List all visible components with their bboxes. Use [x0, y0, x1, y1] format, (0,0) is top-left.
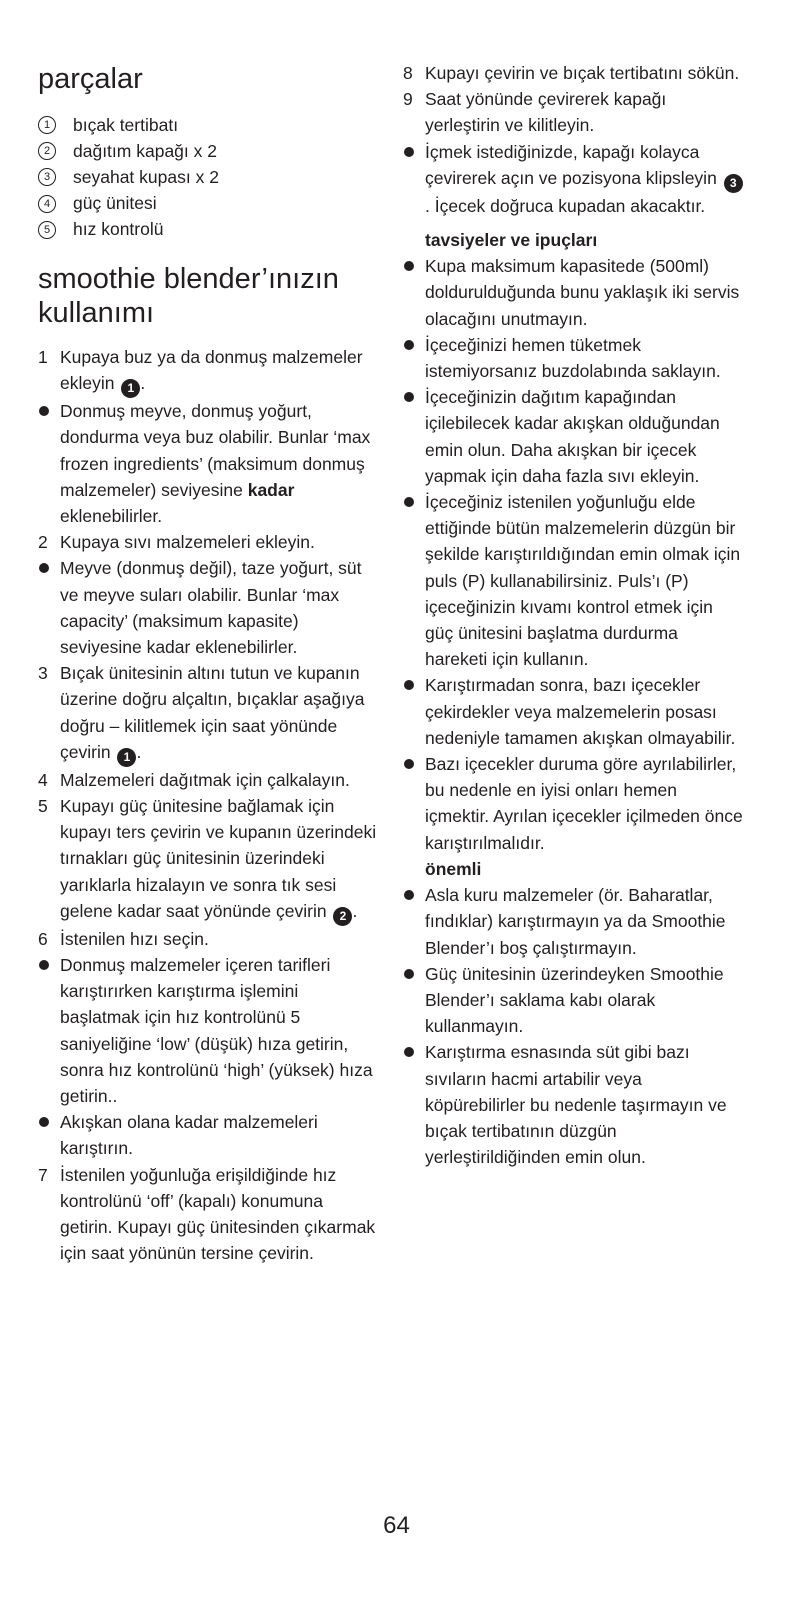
step-item — [38, 660, 378, 767]
important-item — [403, 1039, 743, 1170]
tip-item — [403, 751, 743, 856]
parts-item — [38, 138, 219, 164]
important-item — [403, 961, 743, 1040]
tip-text: İçeceğinizin dağıtım kapağından içilebilecek kadar akışkan olduğundan emin olun. Daha akışkan bir içecek yapmak için daha fazla sıvı ekleyin. — [425, 387, 720, 486]
tip-text: Bazı içecekler duruma göre ayrılabilirler, bu nedenle en iyisi onları hemen içmektir. Ayrılan içecekler içilmeden önce karıştırılmalıdır. — [425, 754, 743, 853]
step-item — [38, 767, 378, 793]
step-item — [38, 344, 378, 398]
tip-item — [403, 253, 743, 332]
bullet-dot-icon — [404, 340, 414, 350]
step-text: İstenilen hızı seçin. — [60, 928, 209, 949]
page-number: 64 — [383, 1512, 410, 1539]
tip-item — [403, 672, 743, 751]
bullet-dot-icon — [404, 147, 414, 157]
figure-ref-badge: 2 — [333, 907, 352, 926]
important-item — [403, 882, 743, 961]
tip-text: Kupa maksimum kapasitede (500ml) doldurulduğunda bunu yaklaşık iki servis olacağını unutmayın. — [425, 256, 740, 329]
tip-item — [403, 332, 743, 384]
step-text-end: . — [352, 900, 358, 921]
part-label: hız kontrolü — [73, 219, 164, 240]
bullet-text: İçmek istediğinizde, kapağı kolayca çevirerek açın ve pozisyona klipsleyin — [425, 141, 717, 188]
important-text: Karıştırma esnasında süt gibi bazı sıvıların hacmi artabilir veya köpürebilirler bu nedenle taşırmayın ve bıçak tertibatının düzgün yerleştirildiğinden emin olun. — [425, 1042, 727, 1168]
parts-list — [38, 112, 219, 243]
important-text: Asla kuru malzemeler (ör. Baharatlar, fındıklar) karıştırmayın ya da Smoothie Blender’ı boş çalıştırmayın. — [425, 885, 726, 958]
part-label: güç ünitesi — [73, 193, 157, 214]
bullet-item — [38, 1109, 378, 1161]
step-text: Malzemeleri dağıtmak için çalkalayın. — [60, 769, 350, 790]
step-text: İstenilen yoğunluğa erişildiğinde hız kontrolünü ‘off’ (kapalı) konumuna getirin. Kupayı güç ünitesinden çıkarmak için saat yönünün tersine çevirin. — [60, 1164, 376, 1264]
step-number: 7 — [38, 1164, 48, 1185]
step-item — [403, 86, 743, 138]
part-label: dağıtım kapağı x 2 — [73, 140, 217, 161]
bullet-dot-icon — [39, 1117, 49, 1127]
step-text: Kupaya buz ya da donmuş malzemeler ekleyin — [60, 347, 363, 394]
step-item — [38, 926, 378, 952]
bullet-dot-icon — [39, 563, 49, 573]
parts-title: parçalar — [38, 63, 143, 95]
bullet-item — [38, 398, 378, 529]
part-label: seyahat kupası x 2 — [73, 166, 219, 187]
step-item — [403, 60, 743, 86]
step-text-end: . — [140, 373, 146, 394]
step-number: 2 — [38, 532, 48, 553]
bullet-dot-icon — [404, 392, 414, 402]
bullet-text: Meyve (donmuş değil), taze yoğurt, süt ve meyve suları olabilir. Bunlar ‘max capacity’ (maksimum kapasite) seviyesine kadar eklenebilirler. — [60, 558, 362, 658]
bullet-text-end: eklenebilirler. — [60, 506, 163, 527]
usage-title: smoothie blender’ınızın kullanımı — [38, 263, 339, 329]
bullet-item — [38, 555, 378, 660]
part-label: bıçak tertibatı — [73, 114, 179, 135]
tip-item — [403, 384, 743, 489]
figure-ref-badge: 3 — [724, 174, 743, 193]
step-text: Kupayı güç ünitesine bağlamak için kupayı ters çevirin ve kupanın üzerindeki tırnakları güç ünitesinin üzerindeki yarıklarla hizalayın ve sonra tık sesi gelene kadar saat yönünde çevirin — [60, 796, 377, 921]
step-text: Bıçak ünitesinin altını tutun ve kupanın üzerine doğru alçaltın, bıçaklar aşağıya doğru – kilitlemek için saat yönünde çevirin — [60, 663, 365, 762]
bullet-text: Donmuş malzemeler içeren tarifleri karıştırırken karıştırma işlemini başlatmak için hız kontrolünü 5 saniyeliğine ‘low’ (düşük) hıza getirin, sonra hız kontrolünü ‘high’ (yüksek) hıza getirin.. — [60, 955, 373, 1107]
bullet-dot-icon — [404, 890, 414, 900]
bullet-dot-icon — [39, 960, 49, 970]
parts-item — [38, 217, 219, 243]
part-number-circle: 2 — [38, 142, 56, 160]
step-number: 4 — [38, 769, 48, 790]
bullet-dot-icon — [404, 680, 414, 690]
bullet-item — [403, 139, 743, 219]
part-number-circle: 4 — [38, 195, 56, 213]
step-item — [38, 793, 378, 926]
tip-text: İçeceğiniz istenilen yoğunluğu elde ettiğinde bütün malzemelerin düzgün bir şekilde karıştırıldığından emin olmak için puls (P) kullanabilirsiniz. Puls’ı (P) içeceğinizin kıvamı kontrol etmek için güç ünitesini başlatma durdurma hareketi için kullanın. — [425, 492, 741, 670]
parts-item — [38, 112, 219, 138]
right-list — [403, 60, 743, 1170]
bullet-text-end: . İçecek doğruca kupadan akacaktır. — [425, 195, 706, 216]
step-number: 6 — [38, 928, 48, 949]
step-number: 9 — [403, 89, 413, 110]
step-item — [38, 1162, 378, 1267]
bullet-dot-icon — [404, 1047, 414, 1057]
parts-item — [38, 164, 219, 190]
step-number: 1 — [38, 347, 48, 367]
tip-item — [403, 489, 743, 672]
step-item — [38, 529, 378, 555]
step-number: 5 — [38, 796, 48, 817]
bullet-text: Akışkan olana kadar malzemeleri karıştırın. — [60, 1112, 318, 1159]
bullet-text: Donmuş meyve, donmuş yoğurt, dondurma veya buz olabilir. Bunlar ‘max frozen ingredients’ (maksimum donmuş malzemeler) seviyesine — [60, 401, 371, 500]
tip-text: Karıştırmadan sonra, bazı içecekler çekirdekler veya malzemelerin posası nedeniyle tamamen akışkan olmayabilir. — [425, 675, 736, 748]
bullet-dot-icon — [404, 497, 414, 507]
tip-text: İçeceğinizi hemen tüketmek istemiyorsanız buzdolabında saklayın. — [425, 334, 721, 382]
bullet-dot-icon — [404, 759, 414, 769]
bullet-item — [38, 952, 378, 1109]
bullet-bold-text: kadar — [247, 479, 295, 500]
bullet-dot-icon — [404, 969, 414, 979]
step-text: Kupayı çevirin ve bıçak tertibatını sökün. — [425, 63, 740, 83]
part-number-circle: 5 — [38, 221, 56, 239]
part-number-circle: 3 — [38, 168, 56, 186]
figure-ref-badge: 1 — [117, 748, 136, 767]
important-text: Güç ünitesinin üzerindeyken Smoothie Blender’ı saklama kabı olarak kullanmayın. — [425, 963, 724, 1037]
usage-steps — [38, 344, 378, 1267]
step-text: Kupaya sıvı malzemeleri ekleyin. — [60, 532, 315, 553]
tips-heading: tavsiyeler ve ipuçları — [425, 230, 598, 251]
part-number-circle: 1 — [38, 116, 56, 134]
step-number: 3 — [38, 663, 48, 684]
bullet-dot-icon — [39, 406, 49, 416]
parts-item — [38, 191, 219, 217]
figure-ref-badge: 1 — [121, 379, 140, 398]
step-text: Saat yönünde çevirerek kapağı yerleştirin ve kilitleyin. — [425, 89, 667, 136]
important-heading: önemli — [425, 858, 482, 879]
step-number: 8 — [403, 63, 413, 83]
bullet-dot-icon — [404, 261, 414, 271]
step-text-end: . — [136, 741, 142, 762]
